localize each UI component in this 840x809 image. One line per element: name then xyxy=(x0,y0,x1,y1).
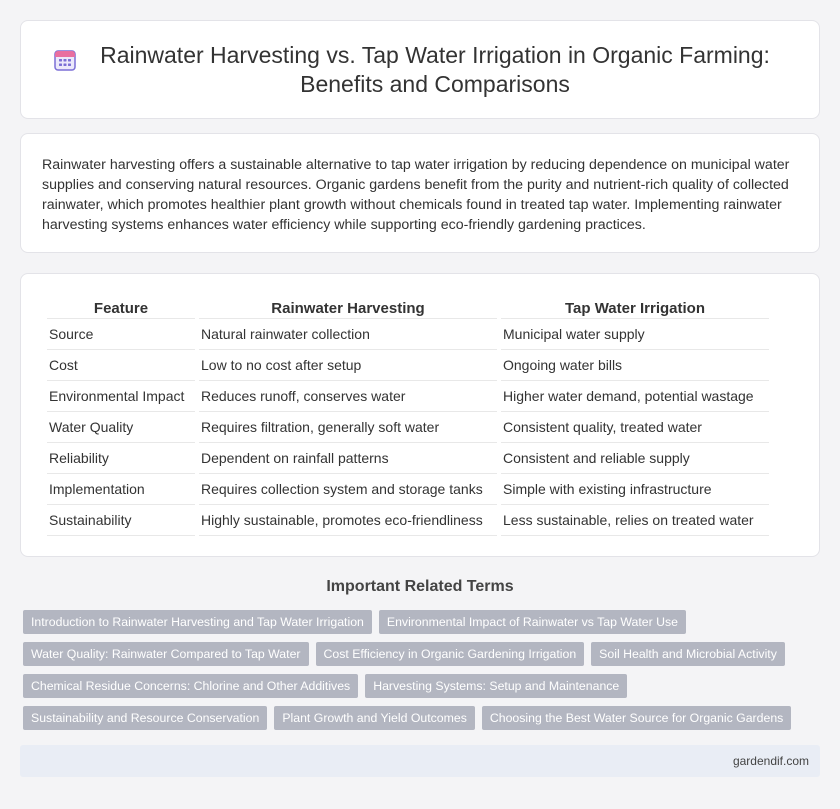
table-cell: Consistent and reliable supply xyxy=(501,443,769,474)
column-header: Rainwater Harvesting xyxy=(199,295,497,319)
table-row xyxy=(47,319,769,350)
related-term-tag[interactable]: Introduction to Rainwater Harvesting and Tap Water Irrigation xyxy=(23,610,372,634)
table-row xyxy=(47,350,769,381)
table-cell: Implementation xyxy=(47,474,195,505)
related-term-tag[interactable]: Choosing the Best Water Source for Organic Gardens xyxy=(482,706,791,730)
table-row xyxy=(47,474,769,505)
related-term-tag[interactable]: Plant Growth and Yield Outcomes xyxy=(274,706,475,730)
intro-paragraph: Rainwater harvesting offers a sustainable alternative to tap water irrigation by reducing dependence on municipal water supplies and conserving natural resources. Organic gardens benefit from the purity and nutrient-rich quality of collected rainwater, which promotes healthier plant growth without chemicals found in treated tap water. Implementing rainwater harvesting systems enhances water efficiency while supporting eco-friendly gardening practices. xyxy=(42,157,790,233)
table-cell: Requires collection system and storage tanks xyxy=(199,474,497,505)
table-row xyxy=(47,443,769,474)
related-term-tag[interactable]: Cost Efficiency in Organic Gardening Irrigation xyxy=(316,642,585,666)
related-term-tag[interactable]: Chemical Residue Concerns: Chlorine and Other Additives xyxy=(23,674,358,698)
table-cell: Cost xyxy=(47,350,195,381)
column-header: Tap Water Irrigation xyxy=(501,295,769,319)
tag-row xyxy=(23,610,803,634)
tag-row xyxy=(23,706,803,730)
table-cell: Simple with existing infrastructure xyxy=(501,474,769,505)
table-cell: Source xyxy=(47,319,195,350)
site-name: gardendif.com xyxy=(732,754,809,768)
table-cell: Low to no cost after setup xyxy=(199,350,497,381)
related-terms-title: Important Related Terms xyxy=(326,578,514,595)
footer xyxy=(20,745,820,777)
intro-card xyxy=(20,133,820,253)
related-term-tag[interactable]: Sustainability and Resource Conservation xyxy=(23,706,267,730)
tag-row xyxy=(23,642,803,666)
table-cell: Natural rainwater collection xyxy=(199,319,497,350)
related-terms-list xyxy=(23,610,803,738)
table-cell: Water Quality xyxy=(47,412,195,443)
table-cell: Municipal water supply xyxy=(501,319,769,350)
table-cell: Highly sustainable, promotes eco-friendliness xyxy=(199,505,497,536)
comparison-table-card xyxy=(20,273,820,557)
table-cell: Higher water demand, potential wastage xyxy=(501,381,769,412)
table-cell: Ongoing water bills xyxy=(501,350,769,381)
comparison-table xyxy=(43,295,773,536)
header-card xyxy=(20,20,820,119)
column-header: Feature xyxy=(47,295,195,319)
table-cell: Sustainability xyxy=(47,505,195,536)
related-term-tag[interactable]: Environmental Impact of Rainwater vs Tap Water Use xyxy=(379,610,686,634)
related-term-tag[interactable]: Water Quality: Rainwater Compared to Tap Water xyxy=(23,642,309,666)
table-cell: Dependent on rainfall patterns xyxy=(199,443,497,474)
table-cell: Reduces runoff, conserves water xyxy=(199,381,497,412)
table-cell: Environmental Impact xyxy=(47,381,195,412)
related-term-tag[interactable]: Soil Health and Microbial Activity xyxy=(591,642,785,666)
table-cell: Consistent quality, treated water xyxy=(501,412,769,443)
table-cell: Reliability xyxy=(47,443,195,474)
table-row xyxy=(47,381,769,412)
tag-row xyxy=(23,674,803,698)
related-term-tag[interactable]: Harvesting Systems: Setup and Maintenance xyxy=(365,674,627,698)
table-row xyxy=(47,505,769,536)
table-header-row xyxy=(47,295,769,319)
table-cell: Less sustainable, relies on treated water xyxy=(501,505,769,536)
table-cell: Requires filtration, generally soft water xyxy=(199,412,497,443)
page-title: Rainwater Harvesting vs. Tap Water Irrigation in Organic Farming: Benefits and Comparisons xyxy=(100,41,770,97)
table-row xyxy=(47,412,769,443)
